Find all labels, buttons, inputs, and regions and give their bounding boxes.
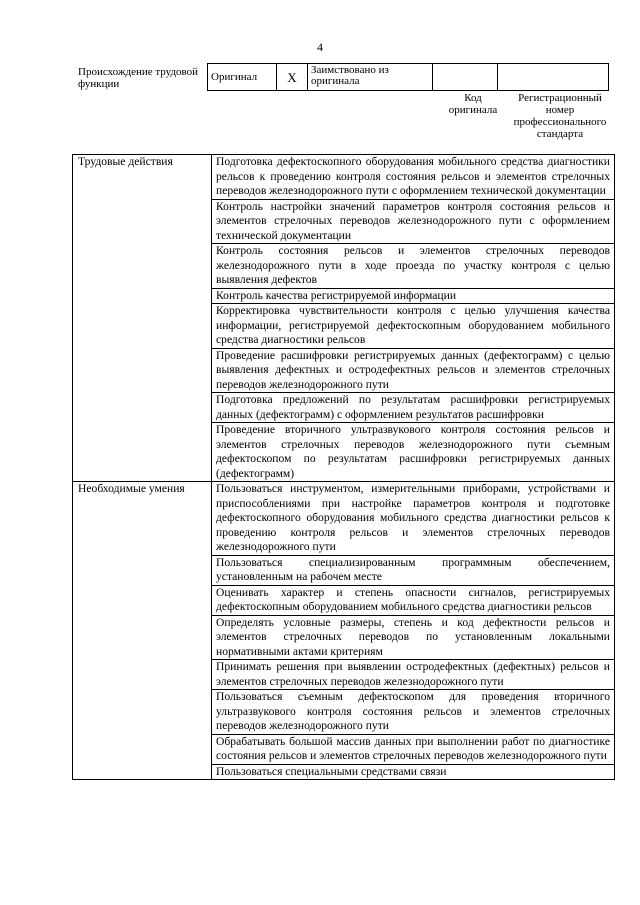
skill-item: Определять условные размеры, степень и код дефектности рельсов и элементов стрелочных переводов по установленным локальными нормативными актами критериям	[212, 615, 615, 660]
original-mark: X	[287, 69, 297, 85]
page-number: 4	[317, 40, 323, 54]
original-cell	[208, 64, 277, 91]
skill-item: Пользоваться специальными средствами связи	[212, 764, 615, 780]
labor-action-item: Проведение вторичного ультразвукового контроля состояния рельсов и элементов стрелочных переводов железнодорожного пути съемным дефектоскопом по результатам расшифровки регистрируемых данных (дефектограмм)	[212, 423, 615, 482]
labor-action-item: Контроль качества регистрируемой информации	[212, 288, 615, 304]
required-skills-label: Необходимые умения	[73, 482, 212, 780]
labor-action-item: Подготовка дефектоскопного оборудования мобильного средства диагностики рельсов к проведению контроля состояния рельсов и элементов стрелочных переводов железнодорожного пути с оформлением технической документации	[212, 155, 615, 200]
skill-item: Обрабатывать большой массив данных при выполнении работ по диагностике состояния рельсов и элементов стрелочных переводов железнодорожного пути	[212, 734, 615, 764]
table-row	[73, 482, 615, 556]
labor-action-item: Подготовка предложений по результатам расшифровки регистрируемых данных (дефектограмм) с оформлением результатов расшифровки	[212, 393, 615, 423]
borrowed-cell	[308, 64, 433, 91]
reg-number-cell	[498, 64, 609, 91]
reg-number-caption: Регистрационный номер профессионального стандарта	[513, 92, 607, 140]
skill-item: Оценивать характер и степень опасности сигналов, регистрируемых дефектоскопным оборудованием мобильного средства диагностики рельсов	[212, 585, 615, 615]
original-label: Оригинал	[211, 70, 258, 83]
code-original-cell	[433, 64, 498, 91]
labor-action-item: Контроль настройки значений параметров контроля состояния рельсов и элементов стрелочных переводов железнодорожного пути с оформлением технической документации	[212, 199, 615, 244]
skill-item: Пользоваться инструментом, измерительными приборами, устройствами и приспособлениями при настройке параметров контроля и подготовке дефектоскопного оборудования мобильного средства диагностики рельсов к проведению контроля рельсов и элементов стрелочных переводов железнодорожного пути	[212, 482, 615, 556]
origin-label: Происхождение трудовой функции	[78, 66, 199, 90]
skill-item: Пользоваться съемным дефектоскопом для проведения вторичного ультразвукового контроля состояния рельсов и элементов стрелочных переводов железнодорожного пути	[212, 690, 615, 735]
labor-action-item: Проведение расшифровки регистрируемых данных (дефектограмм) с целью выявления дефектных и остродефектных рельсов и элементов стрелочных переводов железнодорожного пути	[212, 348, 615, 393]
labor-actions-label: Трудовые действия	[73, 155, 212, 482]
code-original-caption: Код оригинала	[448, 92, 498, 116]
functions-table	[72, 154, 615, 780]
skill-item: Пользоваться специализированным программным обеспечением, установленным на рабочем месте	[212, 555, 615, 585]
borrowed-label: Заимствовано из оригинала	[311, 64, 389, 87]
labor-action-item: Контроль состояния рельсов и элементов стрелочных переводов железнодорожного пути в ходе проезда по участку контроля с целью выявления дефектов	[212, 244, 615, 289]
labor-action-item: Корректировка чувствительности контроля с целью улучшения качества информации, регистрируемой дефектоскопным оборудованием мобильного средства диагностики рельсов	[212, 304, 615, 349]
original-mark-cell	[277, 64, 308, 91]
origin-table	[207, 63, 609, 91]
skill-item: Принимать решения при выявлении остродефектных (дефектных) рельсов и элементов стрелочных переводов железнодорожного пути	[212, 660, 615, 690]
table-row	[73, 155, 615, 200]
